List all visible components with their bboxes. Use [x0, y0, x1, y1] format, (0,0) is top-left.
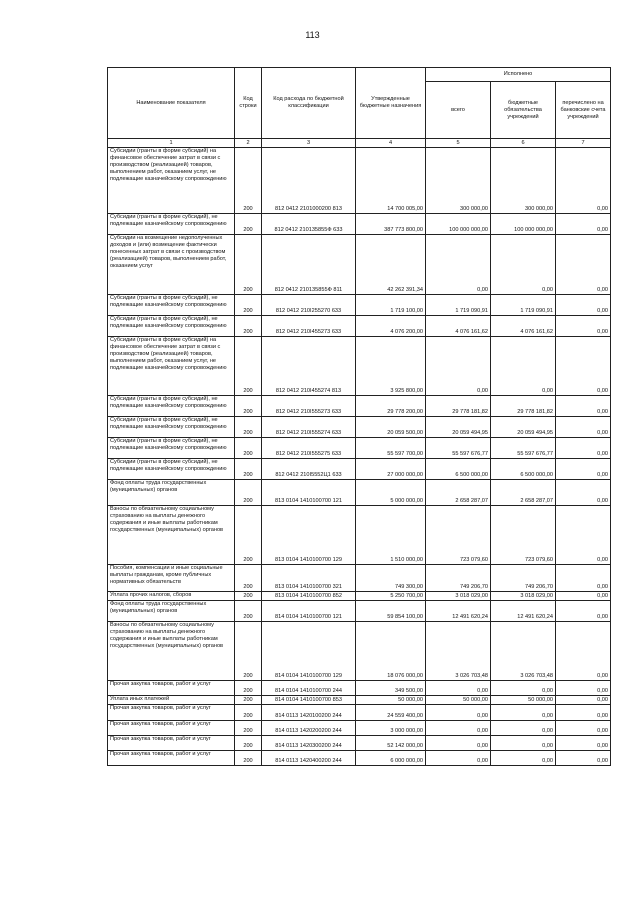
- row-budget-obligations: 723 079,60: [491, 506, 556, 565]
- row-line-code: 200: [235, 721, 262, 736]
- table-row: [108, 337, 611, 396]
- row-transferred: 0,00: [556, 681, 611, 696]
- table-row: [108, 417, 611, 438]
- row-executed-total: 3 026 703,48: [426, 622, 491, 681]
- column-numbers-row: [108, 139, 611, 148]
- row-budget-obligations: 29 778 181,82: [491, 396, 556, 417]
- header-total: всего: [426, 82, 491, 139]
- row-name: Взносы по обязательному социальному страхованию на выплаты денежного содержания и иные выплаты работникам государственных (муниципальных) органов: [108, 622, 235, 681]
- row-transferred: 0,00: [556, 506, 611, 565]
- table-row: [108, 696, 611, 705]
- row-line-code: 200: [235, 506, 262, 565]
- row-name: Уплата иных платежей: [108, 696, 235, 705]
- row-executed-total: 300 000,00: [426, 148, 491, 214]
- row-budget-obligations: 20 059 494,95: [491, 417, 556, 438]
- row-line-code: 200: [235, 396, 262, 417]
- table-row: [108, 736, 611, 751]
- row-transferred: 0,00: [556, 438, 611, 459]
- row-approved: 3 000 000,00: [356, 721, 426, 736]
- row-executed-total: 0,00: [426, 721, 491, 736]
- row-line-code: 200: [235, 316, 262, 337]
- table-row: [108, 622, 611, 681]
- row-approved: 749 300,00: [356, 565, 426, 592]
- row-approved: 349 500,00: [356, 681, 426, 696]
- row-executed-total: 3 018 029,00: [426, 592, 491, 601]
- column-number: 1: [108, 139, 235, 148]
- table-row: [108, 459, 611, 480]
- row-executed-total: 0,00: [426, 337, 491, 396]
- row-name: Субсидии (гранты в форме субсидий) на финансовое обеспечение затрат в связи с производством (реализацией) товаров, выполнением работ, оказанием услуг, не подлежащие казначейскому сопровождению: [108, 148, 235, 214]
- row-budget-obligations: 100 000 000,00: [491, 214, 556, 235]
- row-budget-code: 812 0412 210I555274 633: [262, 417, 356, 438]
- row-budget-obligations: 12 491 620,24: [491, 601, 556, 622]
- table-row: [108, 316, 611, 337]
- row-name: Прочая закупка товаров, работ и услуг: [108, 721, 235, 736]
- row-budget-code: 812 0412 210I555273 633: [262, 396, 356, 417]
- row-line-code: 200: [235, 417, 262, 438]
- row-approved: 29 778 200,00: [356, 396, 426, 417]
- row-name: Субсидии (гранты в форме субсидий), не подлежащие казначейскому сопровождению: [108, 417, 235, 438]
- row-budget-obligations: 0,00: [491, 681, 556, 696]
- row-budget-obligations: 1 719 090,91: [491, 295, 556, 316]
- header-approved: Утвержденные бюджетные назначения: [356, 68, 426, 139]
- row-line-code: 200: [235, 480, 262, 506]
- row-name: Прочая закупка товаров, работ и услуг: [108, 705, 235, 721]
- row-budget-obligations: 50 000,00: [491, 696, 556, 705]
- budget-execution-table: [107, 67, 611, 766]
- row-executed-total: 4 076 161,62: [426, 316, 491, 337]
- table-row: [108, 565, 611, 592]
- row-budget-obligations: 0,00: [491, 721, 556, 736]
- row-budget-code: 812 0412 210135855Ф 811: [262, 235, 356, 295]
- row-budget-code: 813 0104 1410100700 321: [262, 565, 356, 592]
- row-line-code: 200: [235, 438, 262, 459]
- table-row: [108, 681, 611, 696]
- row-transferred: 0,00: [556, 459, 611, 480]
- row-approved: 27 000 000,00: [356, 459, 426, 480]
- row-line-code: 200: [235, 622, 262, 681]
- row-transferred: 0,00: [556, 705, 611, 721]
- row-line-code: 200: [235, 592, 262, 601]
- row-transferred: 0,00: [556, 148, 611, 214]
- table-row: [108, 506, 611, 565]
- row-budget-code: 812 0412 210135855Ф 633: [262, 214, 356, 235]
- page-number: 113: [305, 30, 320, 40]
- row-approved: 5 000 000,00: [356, 480, 426, 506]
- row-budget-obligations: 0,00: [491, 705, 556, 721]
- row-transferred: 0,00: [556, 751, 611, 766]
- table-row: [108, 396, 611, 417]
- row-approved: 59 854 100,00: [356, 601, 426, 622]
- row-budget-obligations: 0,00: [491, 337, 556, 396]
- row-budget-code: 812 0412 2101000200 813: [262, 148, 356, 214]
- row-executed-total: 0,00: [426, 736, 491, 751]
- table-row: [108, 592, 611, 601]
- row-executed-total: 20 059 494,95: [426, 417, 491, 438]
- row-budget-code: 812 0412 210I455273 633: [262, 316, 356, 337]
- row-executed-total: 6 500 000,00: [426, 459, 491, 480]
- row-executed-total: 100 000 000,00: [426, 214, 491, 235]
- row-budget-obligations: 55 597 676,77: [491, 438, 556, 459]
- row-budget-code: 814 0104 1410100700 129: [262, 622, 356, 681]
- column-number: 6: [491, 139, 556, 148]
- row-name: Субсидии (гранты в форме субсидий) на финансовое обеспечение затрат в связи с производством (реализацией) товаров, выполнением работ, оказанием услуг, не подлежащие казначейскому сопровождению: [108, 337, 235, 396]
- row-budget-obligations: 0,00: [491, 751, 556, 766]
- row-approved: 42 262 391,34: [356, 235, 426, 295]
- table-row: [108, 705, 611, 721]
- row-budget-obligations: 3 026 703,48: [491, 622, 556, 681]
- row-budget-obligations: 0,00: [491, 736, 556, 751]
- row-line-code: 200: [235, 337, 262, 396]
- row-budget-code: 814 0113 1420100200 244: [262, 705, 356, 721]
- table-row: [108, 438, 611, 459]
- table-row: [108, 480, 611, 506]
- column-number: 7: [556, 139, 611, 148]
- table-row: [108, 295, 611, 316]
- header-budget-obligations: бюджетные обязательства учреждений: [491, 82, 556, 139]
- row-transferred: 0,00: [556, 696, 611, 705]
- header-transferred: перечислено на банковские счета учреждений: [556, 82, 611, 139]
- header-name: Наименование показателя: [108, 68, 235, 139]
- row-budget-obligations: 4 076 161,62: [491, 316, 556, 337]
- row-budget-obligations: 3 018 029,00: [491, 592, 556, 601]
- table-row: [108, 601, 611, 622]
- row-name: Субсидии (гранты в форме субсидий), не подлежащие казначейскому сопровождению: [108, 214, 235, 235]
- row-name: Субсидии (гранты в форме субсидий), не подлежащие казначейскому сопровождению: [108, 316, 235, 337]
- row-name: Прочая закупка товаров, работ и услуг: [108, 751, 235, 766]
- row-name: Взносы по обязательному социальному страхованию на выплаты денежного содержания и иные выплаты работникам государственных (муниципальных) органов: [108, 506, 235, 565]
- row-approved: 387 773 800,00: [356, 214, 426, 235]
- row-budget-code: 812 0412 210I5552Ц1 633: [262, 459, 356, 480]
- row-approved: 4 076 200,00: [356, 316, 426, 337]
- table-row: [108, 751, 611, 766]
- row-executed-total: 12 491 620,24: [426, 601, 491, 622]
- row-transferred: 0,00: [556, 592, 611, 601]
- row-executed-total: 55 597 676,77: [426, 438, 491, 459]
- header-line-code: Код строки: [235, 68, 262, 139]
- row-line-code: 200: [235, 681, 262, 696]
- row-approved: 24 559 400,00: [356, 705, 426, 721]
- row-approved: 20 059 500,00: [356, 417, 426, 438]
- row-budget-code: 812 0412 210I455274 813: [262, 337, 356, 396]
- row-name: Прочая закупка товаров, работ и услуг: [108, 736, 235, 751]
- row-line-code: 200: [235, 696, 262, 705]
- row-name: Субсидии (гранты в форме субсидий), не подлежащие казначейскому сопровождению: [108, 438, 235, 459]
- row-budget-code: 814 0113 1420400200 244: [262, 751, 356, 766]
- table-row: [108, 148, 611, 214]
- row-name: Прочая закупка товаров, работ и услуг: [108, 681, 235, 696]
- row-budget-obligations: 0,00: [491, 235, 556, 295]
- row-approved: 14 700 005,00: [356, 148, 426, 214]
- row-approved: 1 510 000,00: [356, 506, 426, 565]
- row-budget-obligations: 6 500 000,00: [491, 459, 556, 480]
- row-transferred: 0,00: [556, 721, 611, 736]
- row-executed-total: 0,00: [426, 681, 491, 696]
- row-name: Субсидии (гранты в форме субсидий), не подлежащие казначейскому сопровождению: [108, 295, 235, 316]
- row-approved: 6 000 000,00: [356, 751, 426, 766]
- header-budget-code: Код расхода по бюджетной классификации: [262, 68, 356, 139]
- row-approved: 3 925 800,00: [356, 337, 426, 396]
- row-approved: 18 076 000,00: [356, 622, 426, 681]
- row-line-code: 200: [235, 214, 262, 235]
- row-budget-code: 813 0104 1410100700 129: [262, 506, 356, 565]
- row-executed-total: 723 079,60: [426, 506, 491, 565]
- row-budget-code: 814 0104 1410100700 121: [262, 601, 356, 622]
- row-transferred: 0,00: [556, 316, 611, 337]
- row-executed-total: 0,00: [426, 705, 491, 721]
- row-executed-total: 1 719 090,91: [426, 295, 491, 316]
- row-name: Фонд оплаты труда государственных (муниципальных) органов: [108, 601, 235, 622]
- row-budget-code: 814 0104 1410100700 244: [262, 681, 356, 696]
- row-line-code: 200: [235, 705, 262, 721]
- row-transferred: 0,00: [556, 622, 611, 681]
- row-budget-obligations: 749 206,70: [491, 565, 556, 592]
- row-line-code: 200: [235, 601, 262, 622]
- row-line-code: 200: [235, 148, 262, 214]
- row-line-code: 200: [235, 736, 262, 751]
- row-line-code: 200: [235, 459, 262, 480]
- table-body: [108, 148, 611, 766]
- row-transferred: 0,00: [556, 480, 611, 506]
- row-executed-total: 29 778 181,82: [426, 396, 491, 417]
- row-name: Субсидии (гранты в форме субсидий), не подлежащие казначейскому сопровождению: [108, 396, 235, 417]
- row-executed-total: 50 000,00: [426, 696, 491, 705]
- row-name: Пособия, компенсации и иные социальные выплаты гражданам, кроме публичных нормативных обязательств: [108, 565, 235, 592]
- row-executed-total: 749 206,70: [426, 565, 491, 592]
- row-line-code: 200: [235, 235, 262, 295]
- row-executed-total: 0,00: [426, 751, 491, 766]
- row-approved: 50 000,00: [356, 696, 426, 705]
- row-name: Субсидии (гранты в форме субсидий), не подлежащие казначейскому сопровождению: [108, 459, 235, 480]
- row-transferred: 0,00: [556, 235, 611, 295]
- column-number: 3: [262, 139, 356, 148]
- header-executed: Исполнено: [426, 68, 611, 82]
- row-name: Субсидии на возмещение недополученных доходов и (или) возмещение фактически понесенных затрат в связи с производством (реализацией) товаров, выполнением работ, оказанием услуг: [108, 235, 235, 295]
- row-approved: 52 142 000,00: [356, 736, 426, 751]
- row-name: Уплата прочих налогов, сборов: [108, 592, 235, 601]
- row-name: Фонд оплаты труда государственных (муниципальных) органов: [108, 480, 235, 506]
- table-row: [108, 235, 611, 295]
- row-transferred: 0,00: [556, 565, 611, 592]
- column-number: 5: [426, 139, 491, 148]
- row-budget-obligations: 300 000,00: [491, 148, 556, 214]
- row-transferred: 0,00: [556, 295, 611, 316]
- column-number: 4: [356, 139, 426, 148]
- row-executed-total: 0,00: [426, 235, 491, 295]
- row-transferred: 0,00: [556, 337, 611, 396]
- row-transferred: 0,00: [556, 736, 611, 751]
- row-approved: 55 597 700,00: [356, 438, 426, 459]
- row-budget-code: 814 0104 1410100700 853: [262, 696, 356, 705]
- row-budget-code: 814 0113 1420200200 244: [262, 721, 356, 736]
- row-budget-code: 813 0104 1410100700 852: [262, 592, 356, 601]
- row-line-code: 200: [235, 751, 262, 766]
- row-approved: 1 719 100,00: [356, 295, 426, 316]
- column-number: 2: [235, 139, 262, 148]
- table-row: [108, 721, 611, 736]
- row-budget-code: 812 0412 210I555275 633: [262, 438, 356, 459]
- row-budget-code: 813 0104 1410100700 121: [262, 480, 356, 506]
- row-line-code: 200: [235, 565, 262, 592]
- row-budget-obligations: 2 658 287,07: [491, 480, 556, 506]
- row-transferred: 0,00: [556, 396, 611, 417]
- row-transferred: 0,00: [556, 214, 611, 235]
- row-approved: 5 250 700,00: [356, 592, 426, 601]
- table-row: [108, 214, 611, 235]
- row-executed-total: 2 658 287,07: [426, 480, 491, 506]
- row-budget-code: 812 0412 210I255270 633: [262, 295, 356, 316]
- row-line-code: 200: [235, 295, 262, 316]
- row-budget-code: 814 0113 1420300200 244: [262, 736, 356, 751]
- row-transferred: 0,00: [556, 601, 611, 622]
- row-transferred: 0,00: [556, 417, 611, 438]
